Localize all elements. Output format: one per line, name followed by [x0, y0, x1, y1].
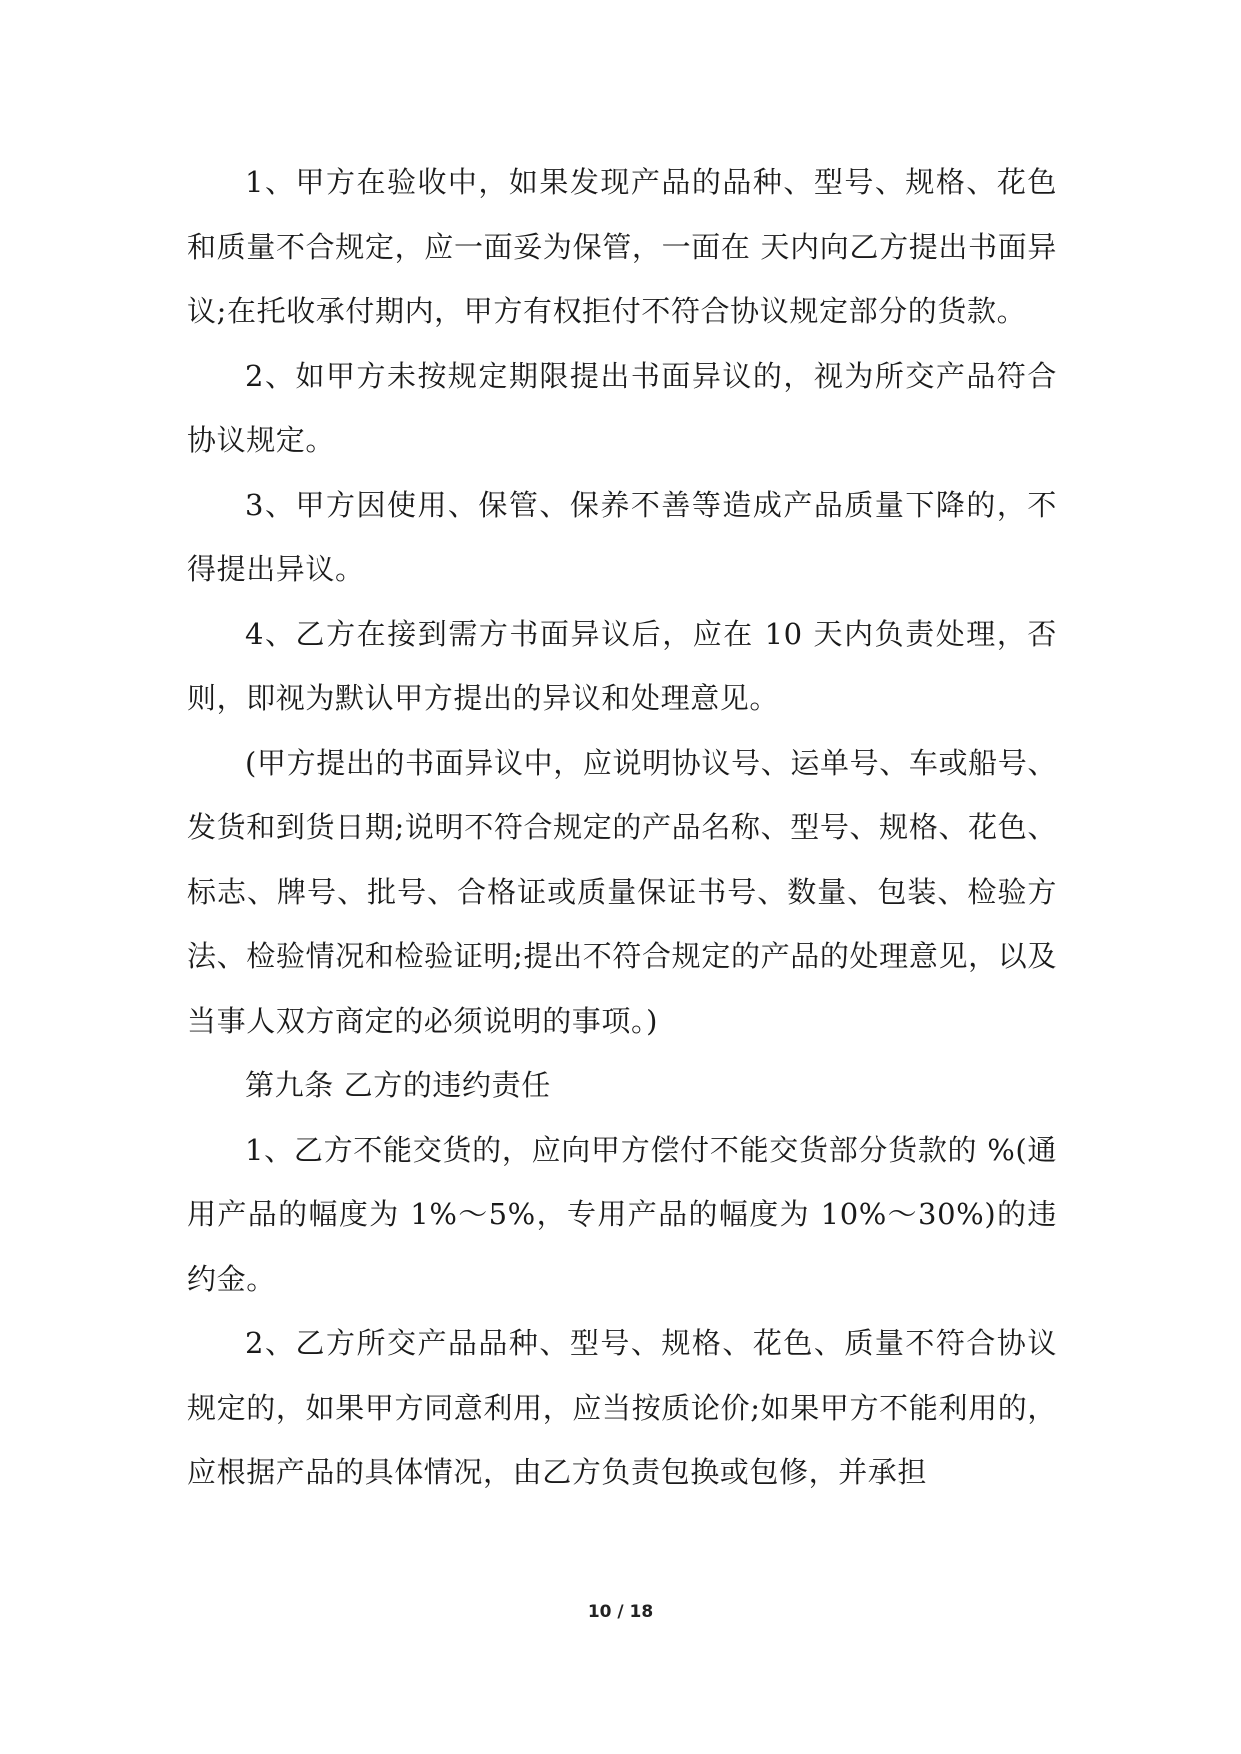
paragraph-non-delivery-penalty: 1、乙方不能交货的，应向甲方偿付不能交货部分货款的 %(通用产品的幅度为 1%～5%，专用产品的幅度为 10%～30%)的违约金。	[187, 1132, 1057, 1296]
paragraph-nonconforming-products: 2、乙方所交产品品种、型号、规格、花色、质量不符合协议规定的，如果甲方同意利用，应当按质论价;如果甲方不能利用的，应根据产品的具体情况，由乙方负责包换或包修，并承担	[187, 1326, 1057, 1489]
paragraph-improper-use: 3、甲方因使用、保管、保养不善等造成产品质量下降的，不得提出异议。	[187, 487, 1057, 586]
paragraph-inspection-objection: 1、甲方在验收中，如果发现产品的品种、型号、规格、花色和质量不合规定，应一面妥为保管，一面在 天内向乙方提出书面异议;在托收承付期内，甲方有权拒付不符合协议规定部分的货款。	[187, 165, 1057, 328]
document-body	[187, 150, 1057, 1505]
article-heading: 第九条 乙方的违约责任	[245, 1068, 551, 1102]
paragraph-late-objection: 2、如甲方未按规定期限提出书面异议的，视为所交产品符合协议规定。	[187, 358, 1057, 457]
paragraph-handling-deadline: 4、乙方在接到需方书面异议后，应在 10 天内负责处理，否则，即视为默认甲方提出的异议和处理意见。	[187, 616, 1057, 715]
page-number: 10 / 18	[587, 1602, 654, 1622]
paragraph-objection-contents: (甲方提出的书面异议中，应说明协议号、运单号、车或船号、发货和到货日期;说明不符合规定的产品名称、型号、规格、花色、标志、牌号、批号、合格证或质量保证书号、数量、包装、检验方法、检验情况和检验证明;提出不符合规定的产品的处理意见，以及当事人双方商定的必须说明的事项。)	[187, 745, 1057, 1038]
